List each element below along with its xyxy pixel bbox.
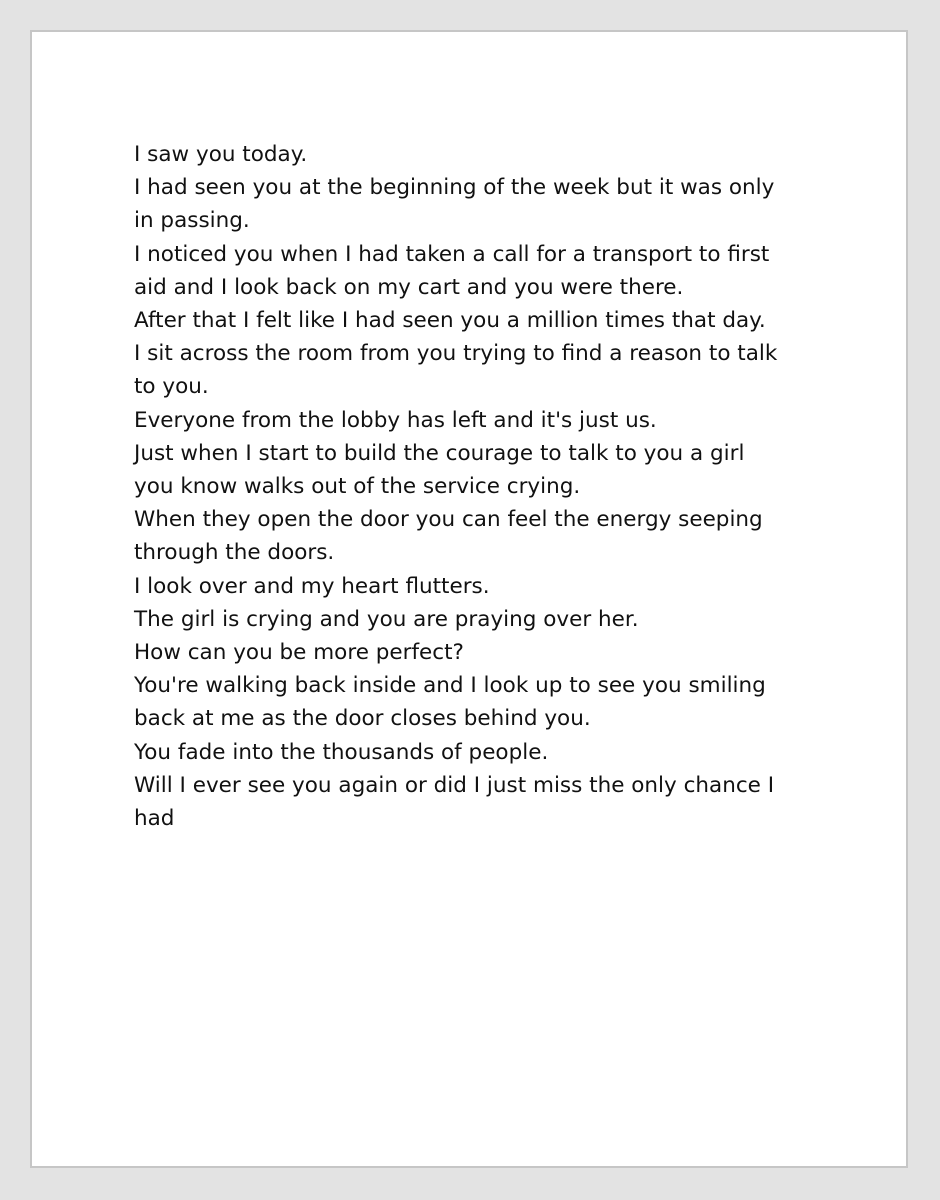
text-line: Just when I start to build the courage to talk to you a girl bbox=[134, 440, 745, 466]
text-line: you know walks out of the service crying. bbox=[134, 474, 581, 500]
text-line: back at me as the door closes behind you. bbox=[134, 706, 591, 732]
text-line: How can you be more perfect? bbox=[134, 640, 464, 666]
text-line: had bbox=[134, 806, 175, 832]
document-body bbox=[134, 138, 824, 835]
text-line: aid and I look back on my cart and you were there. bbox=[134, 274, 684, 300]
text-line: in passing. bbox=[134, 208, 250, 234]
text-line: I saw you today. bbox=[134, 142, 308, 167]
text-line: You're walking back inside and I look up to see you smiling bbox=[134, 673, 766, 699]
text-line: to you. bbox=[134, 374, 209, 400]
text-line: The girl is crying and you are praying over her. bbox=[134, 606, 639, 632]
text-line: I sit across the room from you trying to find a reason to talk bbox=[134, 341, 778, 367]
text-line: I look over and my heart flutters. bbox=[134, 573, 490, 599]
text-line: Will I ever see you again or did I just miss the only chance I bbox=[134, 772, 775, 798]
text-line: Everyone from the lobby has left and it's just us. bbox=[134, 407, 657, 433]
text-line: through the doors. bbox=[134, 540, 335, 566]
text-line: I noticed you when I had taken a call for a transport to first bbox=[134, 241, 770, 267]
text-line: I had seen you at the beginning of the week but it was only bbox=[134, 175, 775, 201]
text-line: When they open the door you can feel the energy seeping bbox=[134, 507, 763, 533]
text-line: You fade into the thousands of people. bbox=[134, 739, 549, 765]
text-line: After that I felt like I had seen you a million times that day. bbox=[134, 308, 766, 334]
document-page bbox=[30, 30, 908, 1168]
